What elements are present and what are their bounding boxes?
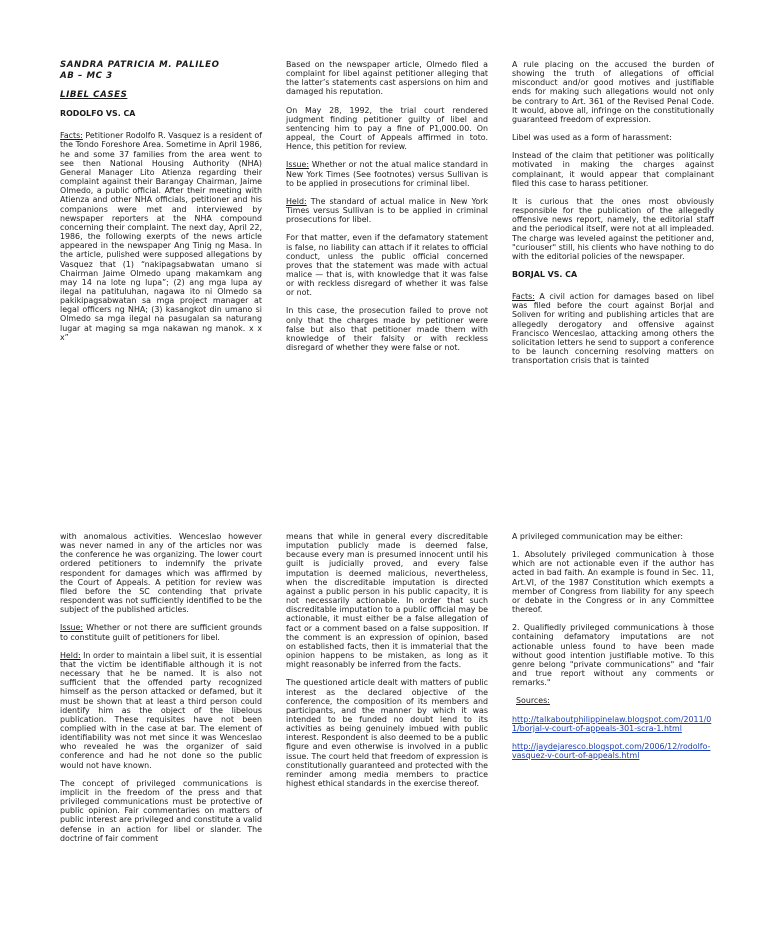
case2-qualified-paragraph: 2. Qualifiedly privileged communications à those containing defamatory imputations are not actionable unless found to have been made without good intention justifiable motive. To this genre belong "private communications" and "fair and true report without any comments or remarks." [512,623,714,688]
case1-held [286,197,488,224]
case1-instead-paragraph: Instead of the claim that petitioner was politically motivated in making the charges against complainant, it would appear that complainant filed this case to harass petitioner. [512,151,714,188]
column-bottom-middle [286,532,488,797]
column-top-right [512,60,714,374]
case2-absolute-paragraph: 1. Absolutely privileged communication à those which are not actionable even if the author has acted in bad faith. An example is found in Sec. 11, Art.VI, of the 1987 Constitution which exempts a member of Congress from liability for any speech or debate in the Congress or in any Committee thereof. [512,550,714,615]
column-bottom-right [512,532,714,769]
source-link-1[interactable]: http://talkaboutphilippinelaw.blogspot.com/2011/01/borjal-v-court-of-appeals-301-scra-1.html [512,714,712,733]
case2-privileged-paragraph: The concept of privileged communications is implicit in the freedom of the press and that privileged communications must be protective of public opinion. Fair commentaries on matters of public interest are privileged and constitute a valid defense in an action for libel or slander. The doctrine of fair comment [60,778,262,843]
source-link-paragraph-1 [512,715,714,733]
sources-label-text: Sources: [516,696,550,706]
author-block [60,60,262,81]
issue-label: Issue: [286,160,310,170]
issue-label: Issue: [60,623,84,633]
issue-text: Whether or not there are sufficient grounds to constitute guilt of petitioners for libel. [60,623,262,642]
facts-text: A civil action for damages based on libel was filed before the court against Borjal and Soliven for writing and publishing articles that are allegedly derogatory and offensive against Francisco Wenceslao, attacking among others the solicitation letters he send to support a conference to be launch concerning resolving matters on transportation crisis that is tainted [512,292,714,366]
facts-label: Facts: [512,292,535,302]
case1-matter-paragraph: For that matter, even if the defamatory statement is false, no liability can attach if it relates to official conduct, unless the public official concerned proves that the statement was made with actual malice — that is, with knowledge that it was false or with reckless disregard of whether it was false or not. [286,233,488,298]
column-top-left [60,60,262,351]
case2-title: BORJAL VS. CA [512,269,578,279]
case1-issue [286,160,488,187]
case2-issue [60,623,262,641]
case1-rule-paragraph: A rule placing on the accused the burden of showing the truth of allegations of official misconduct and/or good motives and justifiable ends for making such allegations would not only be contrary to Art. 361 of the Revised Penal Code. It would, above all, infringe on the constitutionally guaranteed freedom of expression. [512,60,714,124]
case2-either-paragraph: A privileged communication may be either: [512,532,684,541]
column-bottom-left [60,532,262,852]
case2-questioned-paragraph: The questioned article dealt with matters of public interest as the declared objective of the conference, the composition of its members and participants, and the manner by which it was intended to be funded no doubt lend to its activities as being genuinely imbued with public interest. Respondent is also deemed to be a public figure and even otherwise is involved in a public issue. The court held that freedom of expression is constitutionally guaranteed and protected with the reminder among media members to practice highest ethical standards in the exercise thereof. [286,678,488,789]
case1-harassment-paragraph: Libel was used as a form of harassment: [512,133,672,143]
held-text: The standard of actual malice in New York Times versus Sullivan is to be applied in criminal prosecutions for libel. [286,196,488,225]
facts-text: Petitioner Rodolfo R. Vasquez is a resident of the Tondo Foreshore Area. Sometime in April 1986, he and some 37 families from the area went to see then National Housing Authority (NHA) General Manager Lito Atienza regarding their complaint against their Barangay Chairman, Jaime Olmedo, a public official. After their meeting with Atienza and other NHA officials, petitioner and his companions were met and interviewed by newspaper reporters at the NHA compound concerning their complaint. The next day, April 22, 1986, the following exerpts of the news article appeared in the newspaper Ang Tinig ng Masa. In the article, pulished were supposed allegations by Vasquez that (1) “nakipagsabwatan umano si Chairman Jaime Olmedo upang makamkam ang may 14 na lote ng lupa”; (2) ang mga lupa ay ilegal na patituluhan, nagawa ito ni Olmedo sa pakikipagsabwatan sa mga project manager at legal officers ng NHA; (3) kasangkot din umano si Olmedo sa mga ilegal na pasugalan sa naturang lugar at maging sa mga nakawan ng manok. x x x” [60,131,262,342]
author-name: SANDRA PATRICIA M. PALILEO [60,60,220,70]
case1-facts [60,131,262,342]
held-label: Held: [60,650,81,660]
case1-curious-paragraph: It is curious that the ones most obviously responsible for the publication of the allegedly offensive news report, namely, the editorial staff and the periodical itself, were not at all impleaded. The charge was leveled against the petitioner and, "curiouser" still, his clients who have nothing to do with the editorial policies of the newspaper. [512,196,714,261]
source-link-2[interactable]: http://jaydejaresco.blogspot.com/2006/12/rodolfo-vasquez-v-court-of-appeals.html [512,741,711,760]
case2-means-paragraph: means that while in general every discreditable imputation publicly made is deemed false, because every man is presumed innocent until his guilt is judicially proved, and every false imputation is deemed malicious, nevertheless, when the discreditable imputation is directed against a public person in his public capacity, it is not necessarily actionable. In order that such discreditable imputation to a public official may be actionable, it must either be a false allegation of fact or a comment based on a false supposition. If the comment is an expression of opinion, based on established facts, then it is immaterial that the opinion happens to be mistaken, as long as it might reasonably be inferred from the facts. [286,532,488,670]
case1-judgment-paragraph: On May 28, 1992, the trial court rendered judgment finding petitioner guilty of libel and sentencing him to pay a fine of P1,000.00. On appeal, the Court of Appeals affirmed in toto. Hence, this petition for review. [286,105,488,152]
facts-label: Facts: [60,131,83,141]
course-code: AB – MC 3 [60,70,113,81]
case1-title: RODOLFO VS. CA [60,109,136,119]
held-text: In order to maintain a libel suit, it is essential that the victim be identifiable although it is not necessary that he be named. It is also not sufficient that the offended party recognized himself as the person attacked or defamed, but it must be shown that at least a third person could identify him as the object of the libelous publication. These requisites have not been complied with in the case at bar. The element of identifiability was not met since it was Wenceslao who revealed he was the organizer of said conference and had he not done so the public would not have known. [60,650,262,770]
issue-text: Whether or not the atual malice standard in New York Times (See footnotes) versus Sullivan is to be applied in prosecutions for criminal libel. [286,160,488,188]
case2-held [60,651,262,770]
case2-facts-continued: with anomalous activities. Wenceslao however was never named in any of the articles nor was the conference he was organizing. The lower court ordered petitioners to indemnify the private respondent for damages which was affirmed by the Court of Appeals. A petition for review was filed before the SC contending that private respondent was not sufficiently identified to be the subject of the published articles. [60,532,262,615]
sources-label [512,696,714,705]
case2-facts [512,292,714,365]
source-link-paragraph-2 [512,742,714,760]
case1-case-paragraph: In this case, the prosecution failed to prove not only that the charges made by petitioner were false but also that petitioner made them with knowledge of their falsity or with reckless disregard of whether they were false or not. [286,306,488,353]
main-title: LIBEL CASES [60,90,128,100]
column-top-middle [286,60,488,361]
case1-complaint-paragraph: Based on the newspaper article, Olmedo filed a complaint for libel against petitioner alleging that the latter’s statements cast aspersions on him and damaged his reputation. [286,60,488,97]
held-label: Held: [286,196,307,206]
